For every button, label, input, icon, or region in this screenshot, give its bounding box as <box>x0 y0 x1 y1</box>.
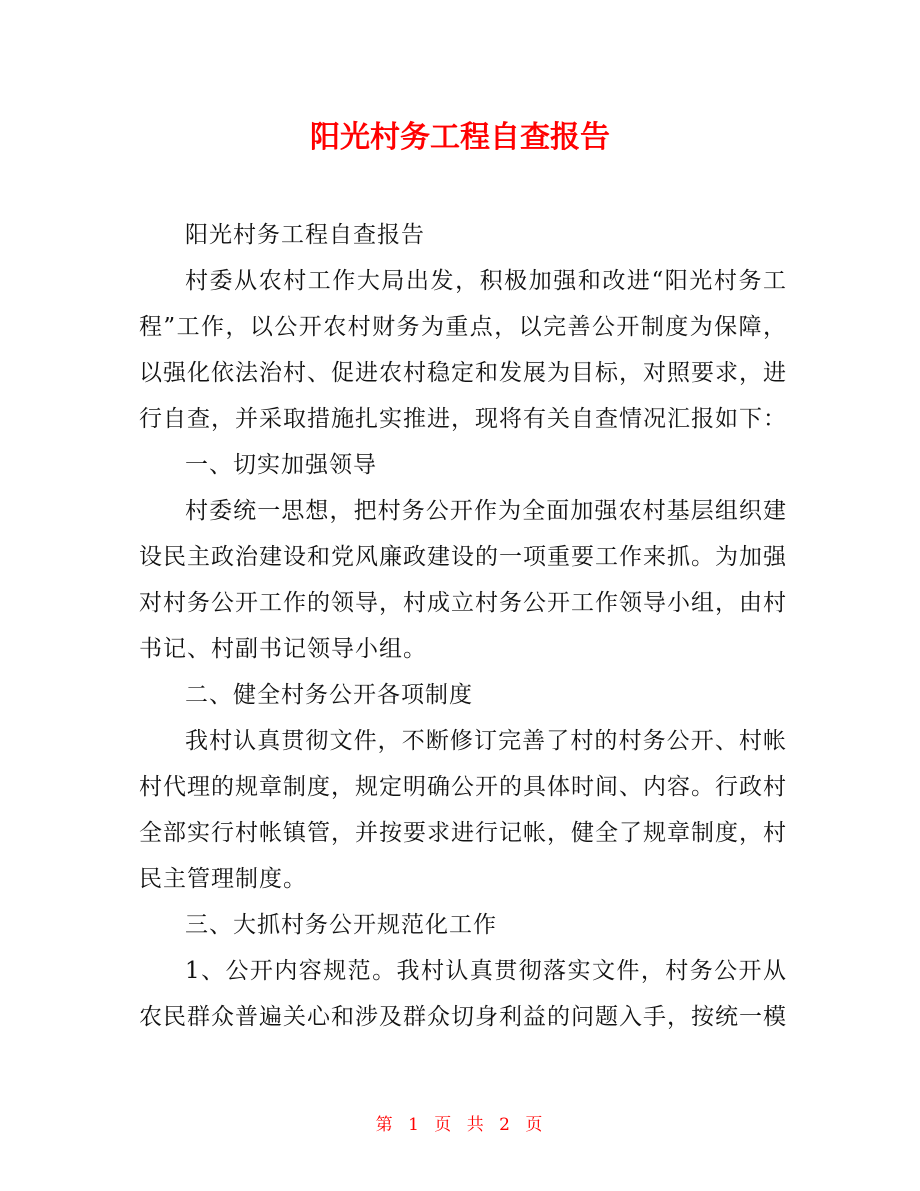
section-heading-2: 二、健全村务公开各项制度 <box>185 682 473 708</box>
section-heading-1: 一、切实加强领导 <box>185 452 377 478</box>
paragraph-heading: 阳光村务工程自查报告 <box>185 222 425 248</box>
page-footer <box>0 1110 920 1140</box>
footer-label-gong: 共 <box>466 1115 486 1135</box>
document-title: 阳光村务工程自查报告 <box>310 120 610 155</box>
section-heading-3: 三、大抓村务公开规范化工作 <box>185 912 497 938</box>
footer-label-ye: 页 <box>434 1115 454 1135</box>
paragraph-section-3-item-1: 1、公开内容规范。我村认真贯彻落实文件，村务公开从农民群众普遍关心和涉及群众切身利益的问题入手，按统一模 <box>139 958 787 1030</box>
paragraph-intro: 村委从农村工作大局出发，积极加强和改进“阳光村务工程”工作，以公开农村财务为重点，以完善公开制度为保障，以强化依法治村、促进农村稳定和发展为目标，对照要求，进行自查，并采取措施扎实推进，现将有关自查情况汇报如下： <box>139 268 787 432</box>
footer-label-di: 第 <box>375 1115 395 1135</box>
paragraph-section-2: 我村认真贯彻文件，不断修订完善了村的村务公开、村帐村代理的规章制度，规定明确公开的具体时间、内容。行政村全部实行村帐镇管，并按要求进行记帐，健全了规章制度，村民主管理制度。 <box>139 728 787 892</box>
paragraph-section-1: 村委统一思想，把村务公开作为全面加强农村基层组织建设民主政治建设和党风廉政建设的一项重要工作来抓。为加强对村务公开工作的领导，村成立村务公开工作领导小组，由村书记、村副书记领导小组。 <box>139 498 787 662</box>
footer-label-ye-end: 页 <box>525 1115 545 1135</box>
document-body <box>139 212 787 1040</box>
footer-page-total: 2 <box>499 1115 512 1135</box>
footer-page-current: 1 <box>408 1115 421 1135</box>
